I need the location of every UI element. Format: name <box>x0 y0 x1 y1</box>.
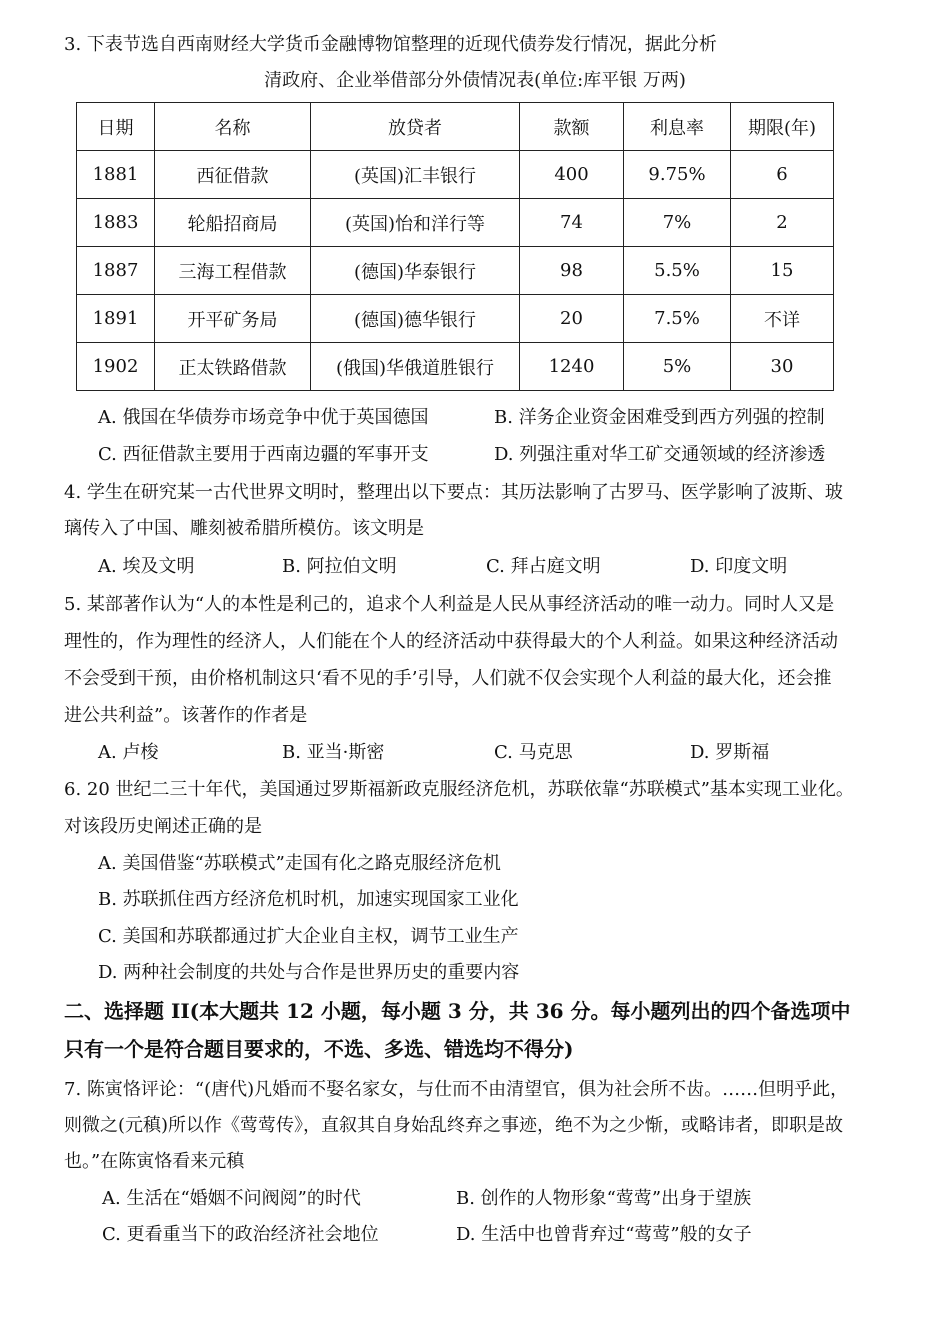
cell-date: 1902 <box>77 343 155 391</box>
table-row <box>77 199 834 247</box>
q5-line-4: 进公共利益”。该著作的作者是 <box>64 705 308 726</box>
cell-rate: 7.5% <box>624 295 731 343</box>
q5-line-3: 不会受到干预，由价格机制这只‘看不见的手’引导，人们就不仅会实现个人利益的最大化，还会推 <box>64 668 832 689</box>
q7-line-2: 则微之(元稹)所以作《莺莺传》，直叙其自身始乱终弃之事迹，绝不为之少惭，或略讳者，即职是故 <box>64 1115 844 1136</box>
cell-term: 不详 <box>731 295 834 343</box>
q7-line-3: 也。”在陈寅恪看来元稹 <box>64 1151 245 1172</box>
cell-name: 轮船招商局 <box>155 199 311 247</box>
cell-term: 15 <box>731 247 834 295</box>
cell-amount: 400 <box>520 151 624 199</box>
cell-lender: (英国)汇丰银行 <box>311 151 520 199</box>
q5-option-c: C. 马克思 <box>494 742 573 763</box>
q5-option-b: B. 亚当·斯密 <box>282 742 385 763</box>
cell-date: 1891 <box>77 295 155 343</box>
header-amount: 款额 <box>520 103 624 151</box>
q7-option-b: B. 创作的人物形象“莺莺”出身于望族 <box>456 1188 752 1209</box>
table-header-row <box>77 103 834 151</box>
cell-lender: (德国)德华银行 <box>311 295 520 343</box>
q7-line-1: 7. 陈寅恪评论：“(唐代)凡婚而不娶名家女，与仕而不由清望官，俱为社会所不齿。……但明乎此， <box>64 1079 849 1100</box>
cell-rate: 7% <box>624 199 731 247</box>
cell-rate: 5.5% <box>624 247 731 295</box>
cell-date: 1883 <box>77 199 155 247</box>
cell-name: 三海工程借款 <box>155 247 311 295</box>
cell-name: 开平矿务局 <box>155 295 311 343</box>
cell-term: 6 <box>731 151 834 199</box>
header-rate: 利息率 <box>624 103 731 151</box>
q6-option-d: D. 两种社会制度的共处与合作是世界历史的重要内容 <box>98 962 520 983</box>
section-2-heading-line-2: 只有一个是符合题目要求的，不选、多选、错选均不得分) <box>64 1037 574 1061</box>
header-term: 期限(年) <box>731 103 834 151</box>
table-caption: 清政府、企业举借部分外债情况表(单位:库平银 万两) <box>264 70 686 91</box>
q6-line-2: 对该段历史阐述正确的是 <box>64 816 262 837</box>
q5-line-2: 理性的，作为理性的经济人，人们能在个人的经济活动中获得最大的个人利益。如果这种经济活动 <box>64 631 838 652</box>
table-row <box>77 247 834 295</box>
cell-amount: 1240 <box>520 343 624 391</box>
q6-line-1: 6. 20 世纪二三十年代，美国通过罗斯福新政克服经济危机，苏联依靠“苏联模式”基本实现工业化。 <box>64 779 854 800</box>
q5-option-a: A. 卢梭 <box>98 742 159 763</box>
q3-option-a: A. 俄国在华债券市场竞争中优于英国德国 <box>98 407 429 428</box>
cell-rate: 5% <box>624 343 731 391</box>
cell-lender: (俄国)华俄道胜银行 <box>311 343 520 391</box>
q7-option-d: D. 生活中也曾背弃过“莺莺”般的女子 <box>456 1224 752 1245</box>
table-row <box>77 295 834 343</box>
foreign-debt-table <box>76 102 834 391</box>
q7-option-c: C. 更看重当下的政治经济社会地位 <box>102 1224 379 1245</box>
cell-name: 西征借款 <box>155 151 311 199</box>
cell-rate: 9.75% <box>624 151 731 199</box>
cell-name: 正太铁路借款 <box>155 343 311 391</box>
cell-amount: 74 <box>520 199 624 247</box>
q4-option-d: D. 印度文明 <box>690 556 788 577</box>
q3-option-c: C. 西征借款主要用于西南边疆的军事开支 <box>98 444 429 465</box>
q4-option-a: A. 埃及文明 <box>98 556 195 577</box>
cell-date: 1881 <box>77 151 155 199</box>
q3-stem: 3. 下表节选自西南财经大学货币金融博物馆整理的近现代债券发行情况，据此分析 <box>64 34 717 55</box>
q5-option-d: D. 罗斯福 <box>690 742 770 763</box>
header-lender: 放贷者 <box>311 103 520 151</box>
q4-option-c: C. 拜占庭文明 <box>486 556 601 577</box>
q4-option-b: B. 阿拉伯文明 <box>282 556 397 577</box>
q4-line-1: 4. 学生在研究某一古代世界文明时，整理出以下要点：其历法影响了古罗马、医学影响了波斯、玻 <box>64 482 843 503</box>
cell-amount: 20 <box>520 295 624 343</box>
cell-lender: (英国)怡和洋行等 <box>311 199 520 247</box>
q6-option-b: B. 苏联抓住西方经济危机时机，加速实现国家工业化 <box>98 889 519 910</box>
cell-term: 30 <box>731 343 834 391</box>
q3-option-b: B. 洋务企业资金困难受到西方列强的控制 <box>494 407 825 428</box>
cell-term: 2 <box>731 199 834 247</box>
section-2-heading-line-1: 二、选择题 II(本大题共 12 小题，每小题 3 分，共 36 分。每小题列出的四个备选项中 <box>64 999 851 1023</box>
cell-amount: 98 <box>520 247 624 295</box>
q6-option-c: C. 美国和苏联都通过扩大企业自主权，调节工业生产 <box>98 926 519 947</box>
header-date: 日期 <box>77 103 155 151</box>
table-row <box>77 151 834 199</box>
q3-option-d: D. 列强注重对华工矿交通领域的经济渗透 <box>494 444 826 465</box>
q6-option-a: A. 美国借鉴“苏联模式”走国有化之路克服经济危机 <box>98 853 501 874</box>
q4-line-2: 璃传入了中国、雕刻被希腊所模仿。该文明是 <box>64 518 424 539</box>
q5-line-1: 5. 某部著作认为“人的本性是利己的，追求个人利益是人民从事经济活动的唯一动力。同时人又是 <box>64 594 835 615</box>
cell-date: 1887 <box>77 247 155 295</box>
cell-lender: (德国)华泰银行 <box>311 247 520 295</box>
table-row <box>77 343 834 391</box>
header-name: 名称 <box>155 103 311 151</box>
q7-option-a: A. 生活在“婚姻不问阀阅”的时代 <box>102 1188 361 1209</box>
